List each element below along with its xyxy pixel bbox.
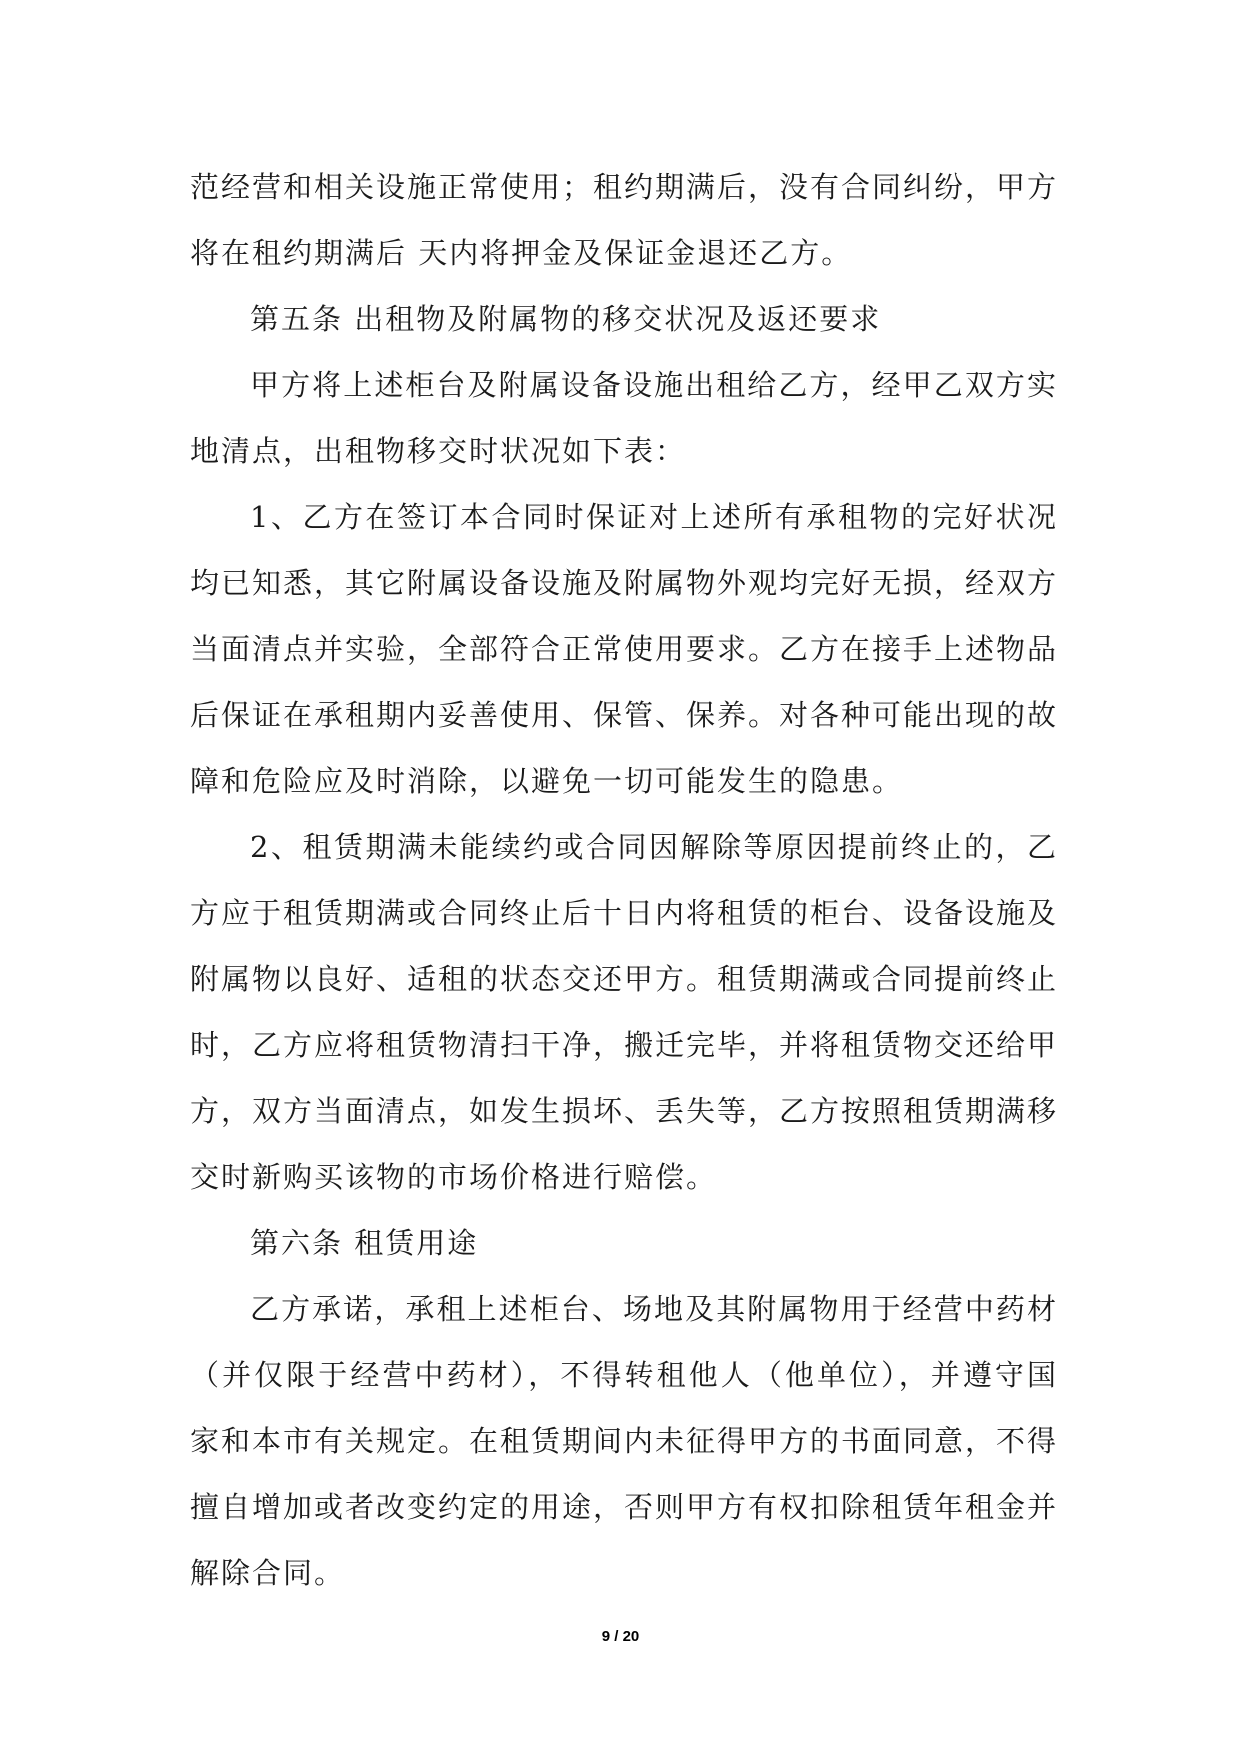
paragraph-1: 范经营和相关设施正常使用；租约期满后，没有合同纠纷，甲方将在租约期满后 天内将押金及保证金退还乙方。 <box>190 170 1059 270</box>
document-body <box>190 154 1058 1606</box>
article-6-heading: 第六条 租赁用途 <box>250 1226 479 1260</box>
paragraph-3: 甲方将上述柜台及附属设备设施出租给乙方，经甲乙双方实地清点，出租物移交时状况如下表： <box>190 368 1058 468</box>
clause-1: 1、乙方在签订本合同时保证对上述所有承租物的完好状况均已知悉，其它附属设备设施及附属物外观均完好无损，经双方当面清点并实验，全部符合正常使用要求。乙方在接手上述物品后保证在承租期内妥善使用、保管、保养。对各种可能出现的故障和危险应及时消除，以避免一切可能发生的隐患。 <box>190 500 1059 798</box>
page-number: 9 / 20 <box>601 1628 640 1645</box>
article-5-heading: 第五条 出租物及附属物的移交状况及返还要求 <box>250 302 882 336</box>
paragraph-7: 乙方承诺，承租上述柜台、场地及其附属物用于经营中药材（并仅限于经营中药材），不得转租他人（他单位），并遵守国家和本市有关规定。在租赁期间内未征得甲方的书面同意，不得擅自增加或者改变约定的用途，否则甲方有权扣除租赁年租金并解除合同。 <box>190 1292 1059 1590</box>
clause-2: 2、租赁期满未能续约或合同因解除等原因提前终止的，乙方应于租赁期满或合同终止后十日内将租赁的柜台、设备设施及附属物以良好、适租的状态交还甲方。租赁期满或合同提前终止时，乙方应将租赁物清扫干净，搬迁完毕，并将租赁物交还给甲方，双方当面清点，如发生损坏、丢失等，乙方按照租赁期满移交时新购买该物的市场价格进行赔偿。 <box>190 830 1059 1194</box>
